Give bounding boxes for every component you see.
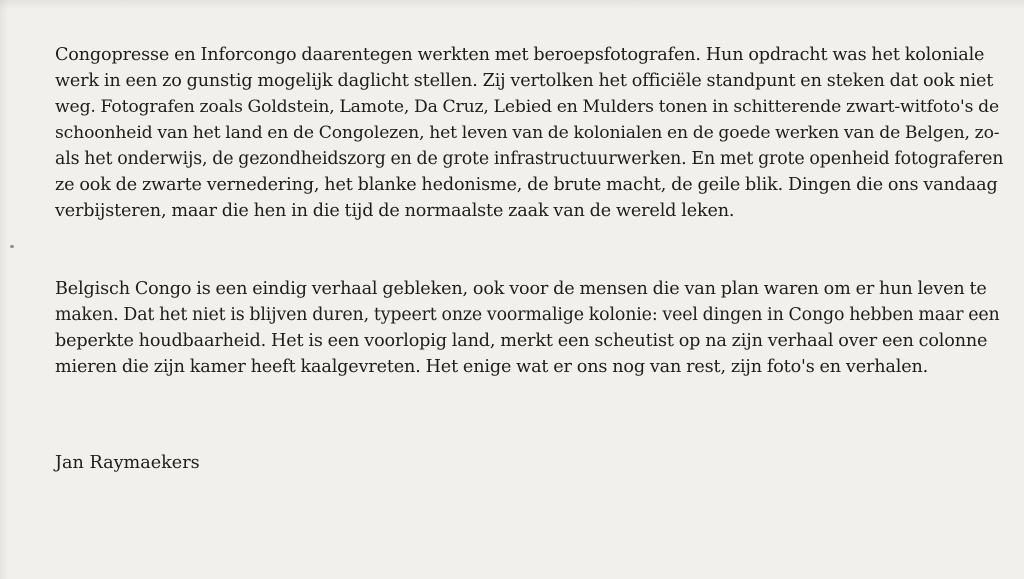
paragraph-2: [55, 276, 1003, 380]
paragraph-line: werk in een zo gunstig mogelijk daglicht stellen. Zij vertolken het officiële standpunt en steken dat ook niet: [55, 71, 994, 91]
scan-speck: [10, 245, 14, 248]
paragraph-line: verbijsteren, maar die hen in die tijd de normaalste zaak van de wereld leken.: [55, 201, 735, 221]
paragraph-line: schoonheid van het land en de Congolezen, het leven van de kolonialen en de goede werken van de Belgen, zo-: [55, 123, 1000, 143]
paragraph-line: Congopresse en Inforcongo daarentegen werkten met beroepsfotografen. Hun opdracht was het koloniale: [55, 45, 985, 65]
paragraph-line: weg. Fotografen zoals Goldstein, Lamote, Da Cruz, Lebied en Mulders tonen in schitterende zwart-witfoto's de: [55, 97, 999, 117]
paragraph-line: als het onderwijs, de gezondheidszorg en de grote infrastructuurwerken. En met grote openheid fotograferen: [55, 149, 1004, 169]
paragraph-line: Belgisch Congo is een eindig verhaal gebleken, ook voor de mensen die van plan waren om er hun leven te: [55, 279, 987, 299]
author-signature: Jan Raymaekers: [55, 453, 200, 473]
paragraph-line: maken. Dat het niet is blijven duren, typeert onze voormalige kolonie: veel dingen in Congo hebben maar een: [55, 305, 1000, 325]
paragraph-line: ze ook de zwarte vernedering, het blanke hedonisme, de brute macht, de geile blik. Dingen die ons vandaag: [55, 175, 998, 195]
paragraph-1: [55, 42, 1003, 224]
paragraph-line: mieren die zijn kamer heeft kaalgevreten. Het enige wat er ons nog van rest, zijn foto's en verhalen.: [55, 357, 929, 377]
paragraph-line: beperkte houdbaarheid. Het is een voorlopig land, merkt een scheutist op na zijn verhaal over een colonne: [55, 331, 988, 351]
